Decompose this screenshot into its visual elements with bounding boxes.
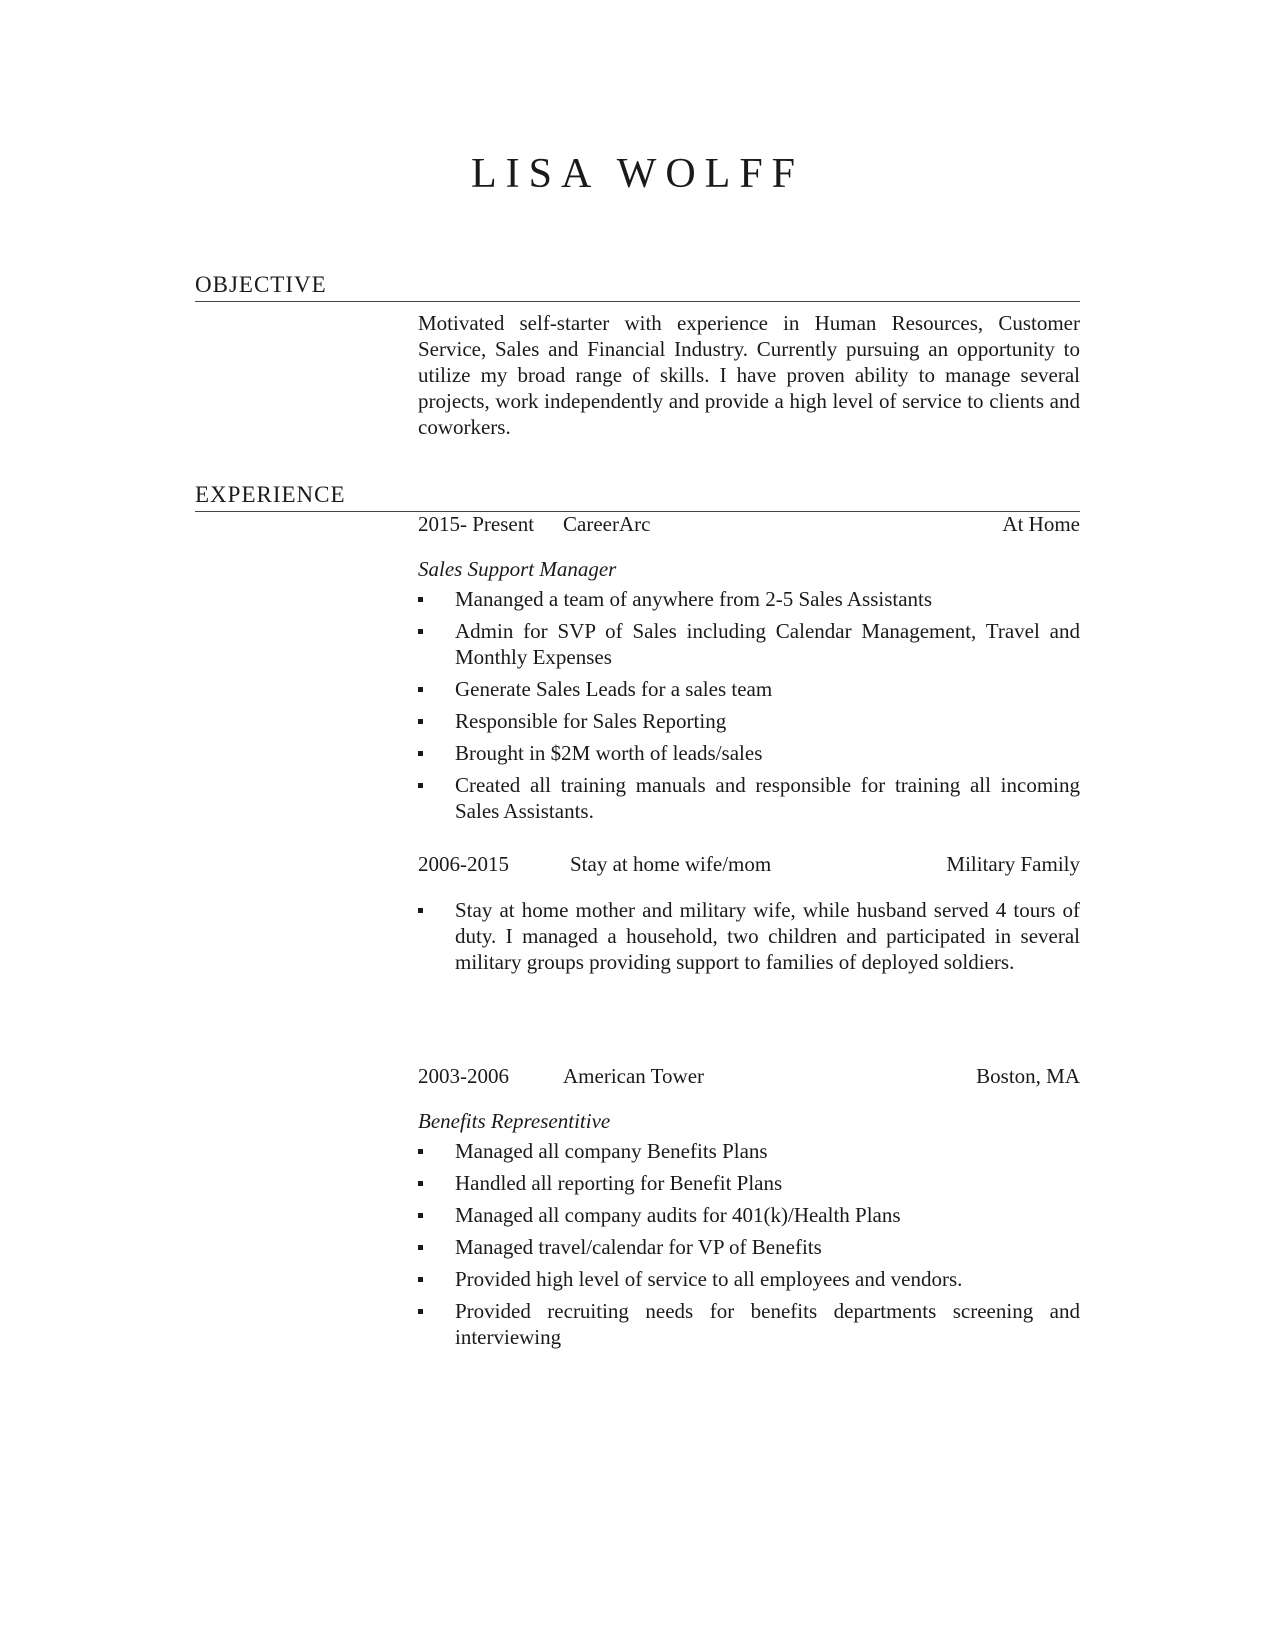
square-bullet-icon [418, 1181, 423, 1186]
bullet-text: Stay at home mother and military wife, while husband served 4 tours of duty. I managed a household, two children and participated in several military groups providing support to families of deployed soldiers. [455, 898, 1080, 974]
bullet-text: Handled all reporting for Benefit Plans [455, 1171, 783, 1195]
list-item [418, 708, 1080, 734]
bullet-text: Provided recruiting needs for benefits departments screening and interviewing [455, 1299, 1080, 1349]
list-item [418, 1298, 1080, 1350]
job-bullet-list [418, 897, 1080, 975]
job-header [418, 510, 1080, 538]
list-item [418, 618, 1080, 670]
job-company: American Tower [563, 1064, 705, 1088]
list-item [418, 1266, 1080, 1292]
square-bullet-icon [418, 687, 423, 692]
square-bullet-icon [418, 597, 423, 602]
square-bullet-icon [418, 1149, 423, 1154]
list-item [418, 586, 1080, 612]
square-bullet-icon [418, 719, 423, 724]
job-entry [418, 1062, 1080, 1356]
square-bullet-icon [418, 1245, 423, 1250]
job-title: Sales Support Manager [418, 557, 617, 581]
experience-heading: EXPERIENCE [195, 482, 1080, 512]
bullet-text: Provided high level of service to all employees and vendors. [455, 1267, 963, 1291]
job-location: Boston, MA [976, 1064, 1080, 1088]
job-entry [418, 510, 1080, 830]
square-bullet-icon [418, 783, 423, 788]
square-bullet-icon [418, 629, 423, 634]
bullet-text: Responsible for Sales Reporting [455, 709, 727, 733]
list-item [418, 1170, 1080, 1196]
job-dates: 2006-2015 [418, 852, 509, 876]
bullet-text: Managed travel/calendar for VP of Benefits [455, 1235, 822, 1259]
list-item [418, 897, 1080, 975]
list-item [418, 676, 1080, 702]
objective-heading: OBJECTIVE [195, 272, 1080, 302]
job-title: Benefits Representitive [418, 1109, 611, 1133]
candidate-name: LISA WOLFF [470, 151, 805, 197]
list-item [418, 1138, 1080, 1164]
job-header [418, 1062, 1080, 1090]
bullet-text: Generate Sales Leads for a sales team [455, 677, 773, 701]
job-dates: 2003-2006 [418, 1064, 509, 1088]
bullet-text: Managed all company Benefits Plans [455, 1139, 768, 1163]
job-bullet-list [418, 586, 1080, 824]
square-bullet-icon [418, 1213, 423, 1218]
list-item [418, 772, 1080, 824]
bullet-text: Brought in $2M worth of leads/sales [455, 741, 763, 765]
job-company: CareerArc [563, 512, 651, 536]
list-item [418, 740, 1080, 766]
job-bullet-list [418, 1138, 1080, 1350]
square-bullet-icon [418, 751, 423, 756]
objective-text: Motivated self-starter with experience in Human Resources, Customer Service, Sales and Financial Industry. Currently pursuing an opportunity to utilize my broad range of skills. I have proven ability to manage several projects, work independently and provide a high level of service to clients and coworkers. [418, 311, 1080, 439]
square-bullet-icon [418, 1309, 423, 1314]
job-entry [418, 850, 1080, 981]
job-dates: 2015- Present [418, 512, 535, 536]
square-bullet-icon [418, 1277, 423, 1282]
job-location: At Home [1002, 512, 1080, 536]
job-location: Military Family [946, 852, 1080, 876]
list-item [418, 1202, 1080, 1228]
list-item [418, 1234, 1080, 1260]
bullet-text: Managed all company audits for 401(k)/Health Plans [455, 1203, 901, 1227]
bullet-text: Mananged a team of anywhere from 2-5 Sales Assistants [455, 587, 933, 611]
job-header [418, 850, 1080, 878]
bullet-text: Admin for SVP of Sales including Calendar Management, Travel and Monthly Expenses [455, 619, 1080, 669]
job-company: Stay at home wife/mom [570, 852, 772, 876]
square-bullet-icon [418, 908, 423, 913]
bullet-text: Created all training manuals and responsible for training all incoming Sales Assistants. [455, 773, 1080, 823]
